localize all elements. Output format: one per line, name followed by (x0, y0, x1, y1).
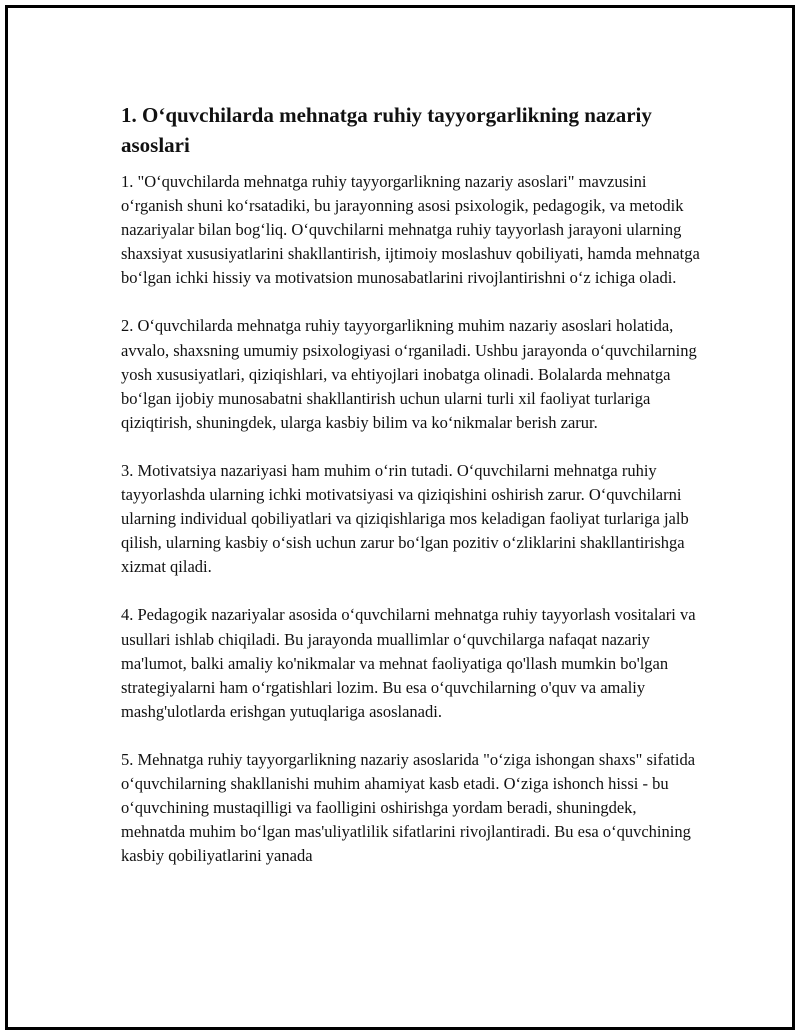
document-body (121, 100, 701, 892)
paragraph-3: 3. Motivatsiya nazariyasi ham muhim o‘rin tutadi. O‘quvchilarni mehnatga ruhiy tayyorlashda ularning ichki motivatsiyasi va qiziqishini oshirish zarur. O‘quvchilarni ularning individual qobiliyatlari va qiziqishlariga mos keladigan faoliyat turlariga jalb qilish, ularning kasbiy o‘sish uchun zarur bo‘lgan pozitiv o‘zliklarini shakllantirishga xizmat qiladi. (121, 460, 689, 577)
page-frame (5, 5, 795, 1030)
paragraph-4: 4. Pedagogik nazariyalar asosida o‘quvchilarni mehnatga ruhiy tayyorlash vositalari va usullari ishlab chiqiladi. Bu jarayonda muallimlar o‘quvchilarga nafaqat nazariy ma'lumot, balki amaliy ko'nikmalar va mehnat faoliyatiga qo'llash mumkin bo'lgan strategiyalarni ham o‘rgatishlari lozim. Bu esa o‘quvchilarning o'quv va amaliy mashg'ulotlarda erishgan yutuqlariga asoslanadi. (121, 605, 696, 721)
paragraph-2: 2. O‘quvchilarda mehnatga ruhiy tayyorgarlikning muhim nazariy asoslari holatida, avvalo, shaxsning umumiy psixologiyasi o‘rganiladi. Ushbu jarayonda o‘quvchilarning yosh xususiyatlari, qiziqishlari, va ehtiyojlari inobatga olinadi. Bolalarda mehnatga bo‘lgan ijobiy munosabatni shakllantirish uchun ularni turli xil faoliyat turlariga qiziqtirish, shuningdek, ularga kasbiy bilim va ko‘nikmalar berish zarur. (121, 316, 697, 432)
paragraph-5: 5. Mehnatga ruhiy tayyorgarlikning nazariy asoslarida "o‘ziga ishongan shaxs" sifatida o‘quvchilarning shakllanishi muhim ahamiyat kasb etadi. O‘ziga ishonch hissi - bu o‘quvchining mustaqilligi va faolligini oshirishga yordam beradi, shuningdek, mehnatda muhim bo‘lgan mas'uliyatlilik sifatlarini rivojlantiradi. Bu esa o‘quvchining kasbiy qobiliyatlarini yanada (121, 749, 696, 866)
paragraph-1: 1. "O‘quvchilarda mehnatga ruhiy tayyorgarlikning nazariy asoslari" mavzusini o‘rganish shuni ko‘rsatadiki, bu jarayonning asosi psixologik, pedagogik, va metodik nazariyalar bilan bog‘liq. O‘quvchilarni mehnatga ruhiy tayyorlash jarayoni ularning shaxsiyat xususiyatlarini shakllantirish, ijtimoiy moslashuv qobiliyati, hamda mehnatga bo‘lgan ichki hissiy va motivatsion munosabatlarini rivojlantirishni o‘z ichiga oladi. (121, 172, 700, 288)
document-title: 1. O‘quvchilarda mehnatga ruhiy tayyorgarlikning nazariy asoslari (121, 103, 652, 157)
